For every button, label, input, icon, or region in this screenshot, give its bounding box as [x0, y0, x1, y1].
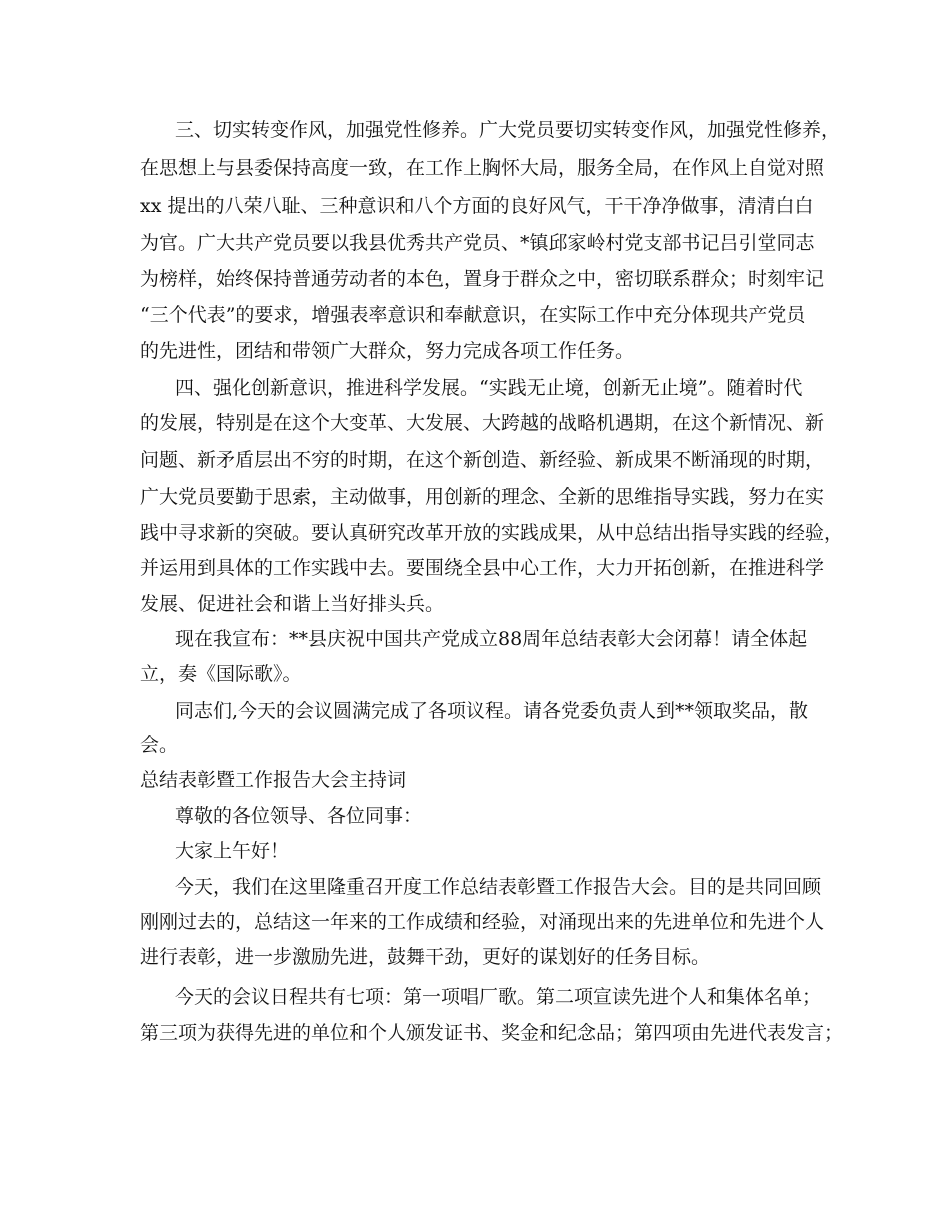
paragraph-line: 第三项为获得先进的单位和个人颁发证书、奖金和纪念品；第四项由先进代表发言； — [140, 1022, 844, 1044]
paragraph-line: 问题、新矛盾层出不穷的时期，在这个新创造、新经验、新成果不断涌现的时期， — [140, 449, 825, 471]
paragraph-line: 刚刚过去的，总结这一年来的工作成绩和经验，对涌现出来的先进单位和先进个人 — [140, 911, 825, 933]
paragraph-line: 为榜样，始终保持普通劳动者的本色，置身于群众之中，密切联系群众；时刻牢记 — [140, 268, 825, 290]
paragraph-line: 同志们,今天的会议圆满完成了各项议程。请各党委负责人到**领取奖品，散 — [175, 700, 809, 722]
paragraph-line: xx 提出的八荣八耻、三种意识和八个方面的良好风气，干干净净做事，清清白白 — [140, 195, 814, 217]
paragraph-line: 进行表彰，进一步激励先进，鼓舞干劲，更好的谋划好的任务目标。 — [140, 946, 711, 968]
paragraph-line: 广大党员要勤于思索，主动做事，用创新的理念、全新的思维指导实践，努力在实 — [140, 486, 825, 508]
paragraph-line: 四、强化创新意识，推进科学发展。“实践无止境，创新无止境”。随着时代 — [175, 377, 803, 399]
paragraph-line: 践中寻求新的突破。要认真研究改革开放的实践成果，从中总结出指导实践的经验， — [140, 522, 844, 544]
paragraph-line: 三、切实转变作风，加强党性修养。广大党员要切实转变作风，加强党性修养， — [175, 119, 841, 141]
paragraph-line: 为官。广大共产党员要以我县优秀共产党员、*镇邱家岭村党支部书记吕引堂同志 — [140, 232, 815, 254]
greeting-line: 大家上午好！ — [175, 840, 290, 862]
section-title: 总结表彰暨工作报告大会主持词 — [140, 769, 407, 791]
paragraph-line: “三个代表”的要求，增强表率意识和奉献意识，在实际工作中充分体现共产党员 — [140, 304, 806, 326]
paragraph-line: 在思想上与县委保持高度一致，在工作上胸怀大局，服务全局，在作风上自觉对照 — [140, 157, 825, 179]
paragraph-line: 并运用到具体的工作实践中去。要围绕全县中心工作，大力开拓创新，在推进科学 — [140, 557, 825, 579]
paragraph-line: 今天的会议日程共有七项：第一项唱厂歌。第二项宣读先进个人和集体名单； — [175, 986, 822, 1008]
paragraph-line: 现在我宣布：**县庆祝中国共产党成立88周年总结表彰大会闭幕！请全体起 — [175, 628, 808, 650]
paragraph-line: 立，奏《国际歌》。 — [140, 663, 302, 685]
paragraph-line: 会。 — [140, 734, 179, 756]
paragraph-line: 的先进性，团结和带领广大群众，努力完成各项工作任务。 — [140, 340, 635, 362]
paragraph-line: 今天，我们在这里隆重召开度工作总结表彰暨工作报告大会。目的是共同回顾 — [175, 876, 822, 898]
paragraph-line: 发展、促进社会和谐上当好排头兵。 — [140, 593, 445, 615]
paragraph-line: 的发展，特别是在这个大变革、大发展、大跨越的战略机遇期，在这个新情况、新 — [140, 412, 825, 434]
salutation-line: 尊敬的各位领导、各位同事： — [175, 805, 423, 827]
